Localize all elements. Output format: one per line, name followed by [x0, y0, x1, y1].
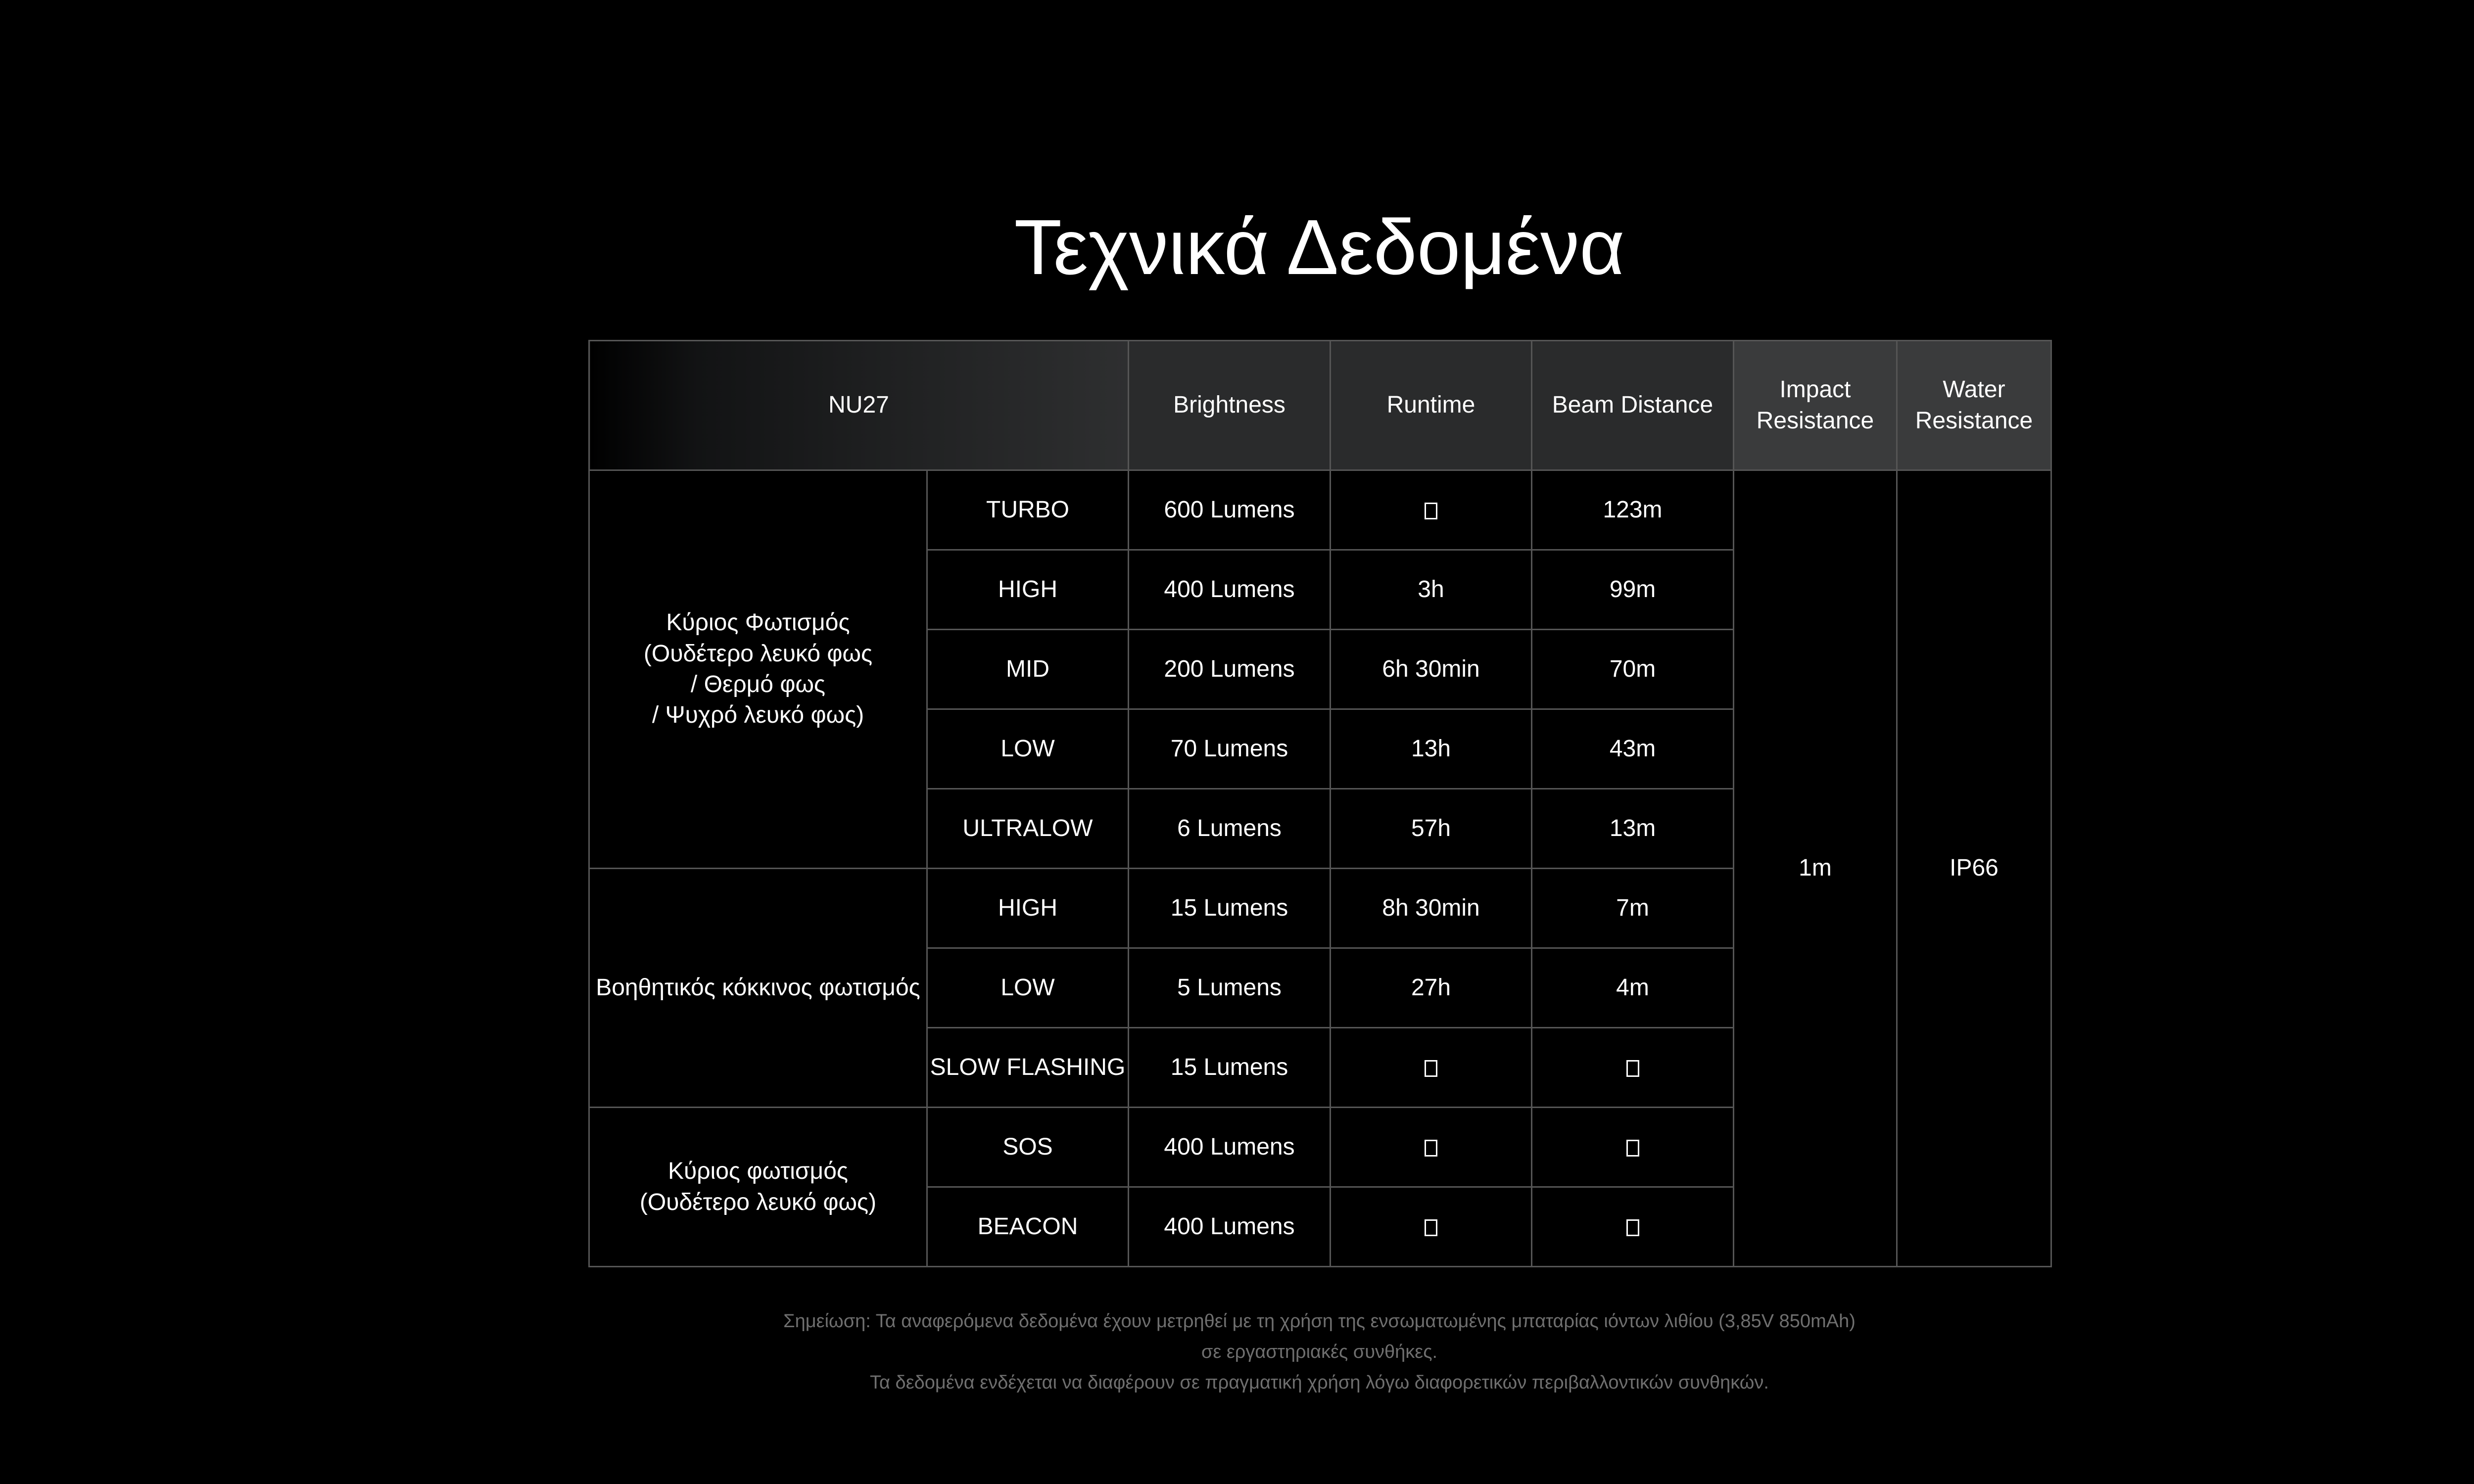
beam-cell: [1532, 1108, 1734, 1187]
brightness-cell: 400 Lumens: [1129, 1187, 1331, 1267]
runtime-cell: [1331, 1108, 1532, 1187]
brightness-cell: 5 Lumens: [1129, 948, 1331, 1028]
mode-cell: HIGH: [927, 869, 1129, 948]
beam-cell: 7m: [1532, 869, 1734, 948]
brightness-cell: 200 Lumens: [1129, 630, 1331, 709]
water-resistance-value: IP66: [1897, 470, 2051, 1267]
footnote: [772, 1306, 1867, 1398]
beam-cell: 43m: [1532, 709, 1734, 789]
beam-cell: 70m: [1532, 630, 1734, 709]
beam-cell: 4m: [1532, 948, 1734, 1028]
header-impact-resistance: Impact Resistance: [1734, 341, 1897, 470]
brightness-cell: 600 Lumens: [1129, 470, 1331, 550]
missing-glyph-icon: [1626, 1060, 1639, 1077]
footnote-line-1: Σημείωση: Τα αναφερόμενα δεδομένα έχουν μετρηθεί με τη χρήση της ενσωματωμένης μπαταρίας ιόντων λιθίου (3,85V 850mAh) σε εργαστηριακές συνθήκες.: [783, 1311, 1856, 1362]
mode-cell: SLOW FLASHING: [927, 1028, 1129, 1108]
table-row: [589, 470, 2051, 550]
mode-cell: MID: [927, 630, 1129, 709]
missing-glyph-icon: [1425, 1219, 1437, 1236]
mode-cell: LOW: [927, 709, 1129, 789]
brightness-cell: 15 Lumens: [1129, 1028, 1331, 1108]
spec-table: [588, 340, 2052, 1267]
runtime-cell: 3h: [1331, 550, 1532, 630]
group-main-light: Κύριος Φωτισμός (Ουδέτερο λευκό φως / Θερμό φως / Ψυχρό λευκό φως): [589, 470, 927, 869]
impact-resistance-value: 1m: [1734, 470, 1897, 1267]
header-runtime: Runtime: [1331, 341, 1532, 470]
group-main-neutral-light: Κύριος φωτισμός (Ουδέτερο λευκό φως): [589, 1108, 927, 1267]
group-red-light: Βοηθητικός κόκκινος φωτισμός: [589, 869, 927, 1108]
brightness-cell: 70 Lumens: [1129, 709, 1331, 789]
runtime-cell: 57h: [1331, 789, 1532, 869]
missing-glyph-icon: [1425, 1140, 1437, 1157]
runtime-cell: [1331, 1028, 1532, 1108]
mode-cell: SOS: [927, 1108, 1129, 1187]
mode-cell: TURBO: [927, 470, 1129, 550]
runtime-cell: [1331, 1187, 1532, 1267]
runtime-cell: 8h 30min: [1331, 869, 1532, 948]
beam-cell: 123m: [1532, 470, 1734, 550]
missing-glyph-icon: [1425, 1060, 1437, 1077]
page-title: Τεχνικά Δεδομένα: [1014, 204, 1625, 291]
beam-cell: 99m: [1532, 550, 1734, 630]
beam-cell: 13m: [1532, 789, 1734, 869]
missing-glyph-icon: [1626, 1140, 1639, 1157]
mode-cell: BEACON: [927, 1187, 1129, 1267]
brightness-cell: 400 Lumens: [1129, 1108, 1331, 1187]
runtime-cell: 6h 30min: [1331, 630, 1532, 709]
table-header-row: [589, 341, 2051, 470]
missing-glyph-icon: [1626, 1219, 1639, 1236]
header-model: NU27: [589, 341, 1129, 470]
mode-cell: LOW: [927, 948, 1129, 1028]
footnote-line-2: Τα δεδομένα ενδέχεται να διαφέρουν σε πραγματική χρήση λόγω διαφορετικών περιβαλλοντικών συνθηκών.: [869, 1372, 1769, 1393]
mode-cell: HIGH: [927, 550, 1129, 630]
missing-glyph-icon: [1425, 503, 1437, 519]
runtime-cell: [1331, 470, 1532, 550]
header-brightness: Brightness: [1129, 341, 1331, 470]
header-beam-distance: Beam Distance: [1532, 341, 1734, 470]
header-water-resistance: Water Resistance: [1897, 341, 2051, 470]
runtime-cell: 13h: [1331, 709, 1532, 789]
brightness-cell: 15 Lumens: [1129, 869, 1331, 948]
mode-cell: ULTRALOW: [927, 789, 1129, 869]
beam-cell: [1532, 1028, 1734, 1108]
beam-cell: [1532, 1187, 1734, 1267]
brightness-cell: 6 Lumens: [1129, 789, 1331, 869]
runtime-cell: 27h: [1331, 948, 1532, 1028]
brightness-cell: 400 Lumens: [1129, 550, 1331, 630]
